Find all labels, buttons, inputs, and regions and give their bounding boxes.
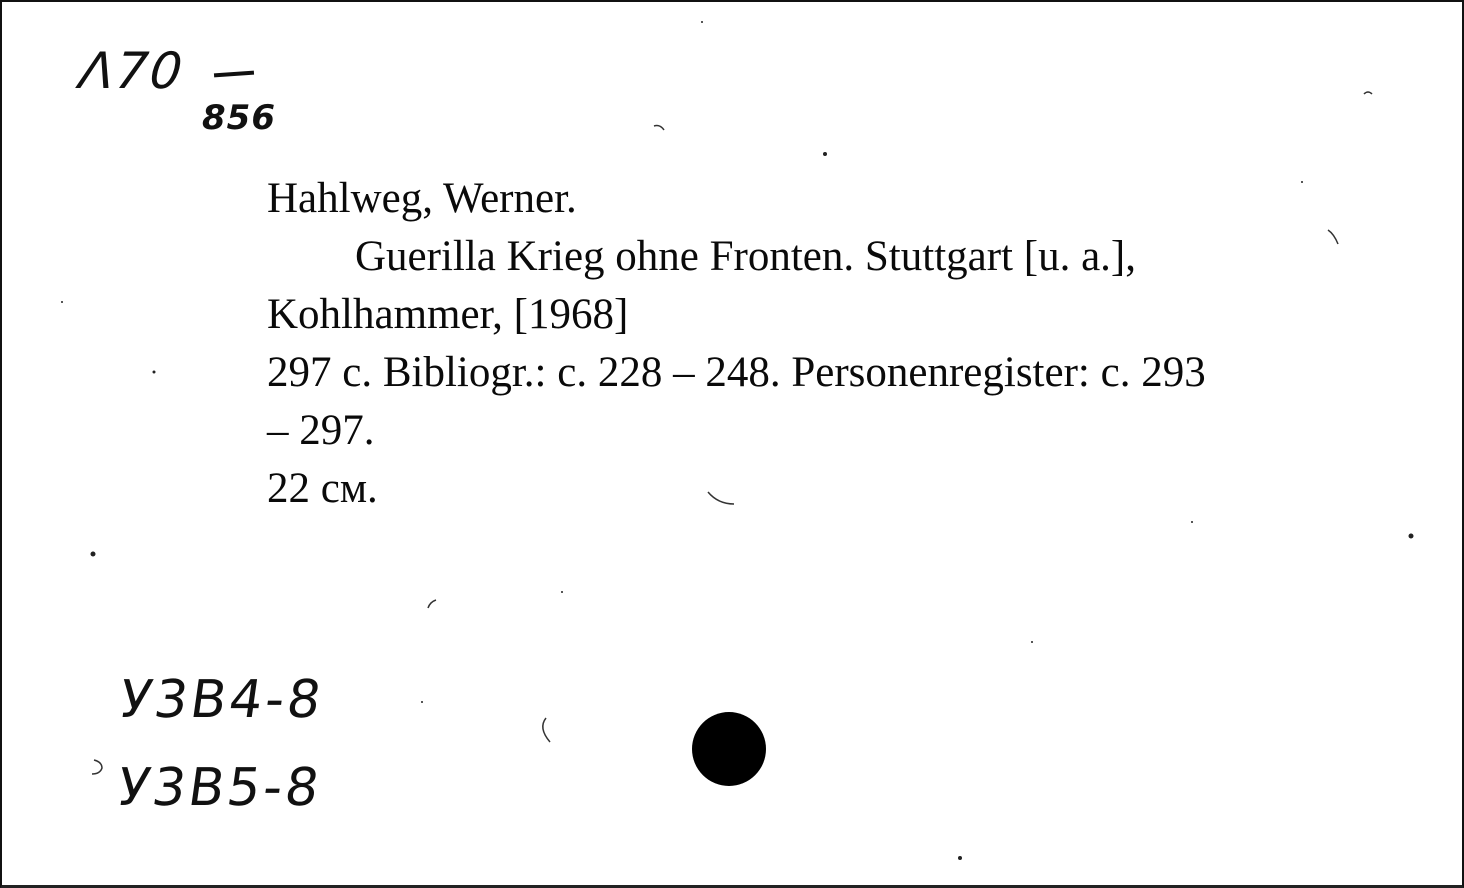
pagination-note: 297 c. Bibliogr.: c. 228 – 248. Personenregister: c. 293	[267, 349, 1206, 396]
bibliographic-entry	[267, 170, 1397, 518]
size-note: 22 см.	[267, 465, 378, 512]
classification-code-1: У3В4-8	[115, 670, 328, 730]
shelfmark-main: Λ70	[76, 42, 187, 100]
title-statement: Guerilla Krieg ohne Fronten. Stuttgart [u. a.],	[355, 233, 1136, 280]
classification-code-2: У3В5-8	[113, 758, 326, 818]
author-heading: Hahlweg, Werner.	[267, 175, 577, 222]
punch-hole	[692, 712, 766, 786]
publisher-statement: Kohlhammer, [1968]	[267, 291, 629, 338]
shelfmark-sub: 856	[202, 98, 276, 138]
pagination-note-cont: – 297.	[267, 407, 375, 454]
